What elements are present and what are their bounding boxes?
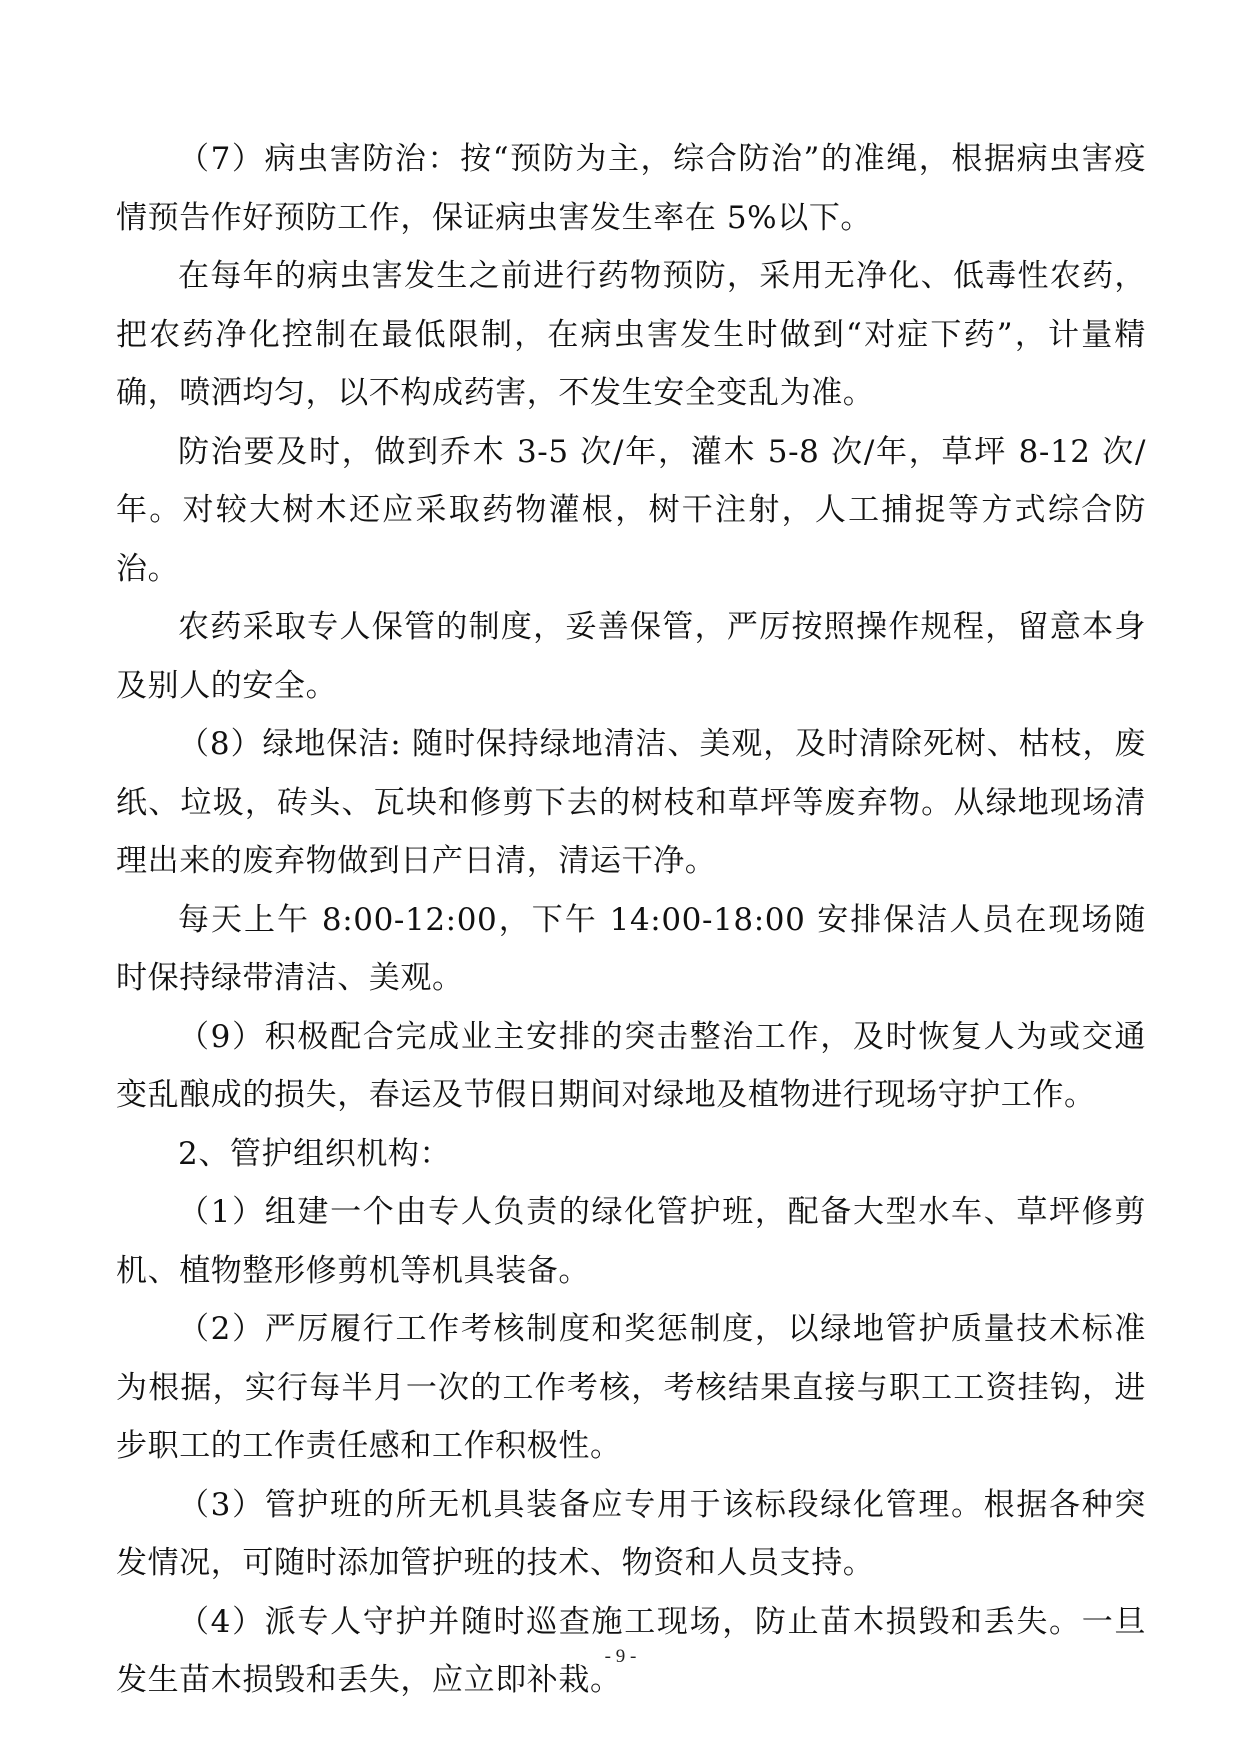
document-body [116, 130, 1146, 1710]
page-number: - 9 - [604, 1646, 637, 1667]
paragraph-maintenance-team: （1）组建一个由专人负责的绿化管护班，配备大型水车、草坪修剪机、植物整形修剪机等机具装备。 [116, 1194, 1146, 1289]
paragraph-control-frequency: 防治要及时，做到乔木 3-5 次/年，灌木 5-8 次/年，草坪 8-12 次/年。对较大树木还应采取药物灌根，树干注射，人工捕捉等方式综合防治。 [116, 433, 1146, 587]
paragraph-pest-control: （7）病虫害防治：按“预防为主，综合防治”的准绳，根据病虫害疫情预告作好预防工作，保证病虫害发生率在 5%以下。 [116, 141, 1146, 236]
paragraph-green-cleaning: （8）绿地保洁: 随时保持绿地清洁、美观，及时清除死树、枯枝，废纸、垃圾，砖头、瓦块和修剪下去的树枝和草坪等废弃物。从绿地现场清理出来的废弃物做到日产日清，清运干净。 [116, 726, 1146, 879]
section-heading-organization: 2、管护组织机构： [178, 1135, 452, 1172]
paragraph-assessment-system: （2）严厉履行工作考核制度和奖惩制度，以绿地管护质量技术标准为根据，实行每半月一次的工作考核，考核结果直接与职工工资挂钩，进步职工的工作责任感和工作积极性。 [116, 1311, 1146, 1464]
paragraph-equipment-use: （3）管护班的所无机具装备应专用于该标段绿化管理。根据各种突发情况，可随时添加管护班的技术、物资和人员支持。 [116, 1486, 1146, 1581]
paragraph-special-tasks: （9）积极配合完成业主安排的突击整治工作，及时恢复人为或交通变乱酿成的损失，春运及节假日期间对绿地及植物进行现场守护工作。 [116, 1018, 1146, 1113]
paragraph-pesticide-storage: 农药采取专人保管的制度，妥善保管，严厉按照操作规程，留意本身及别人的安全。 [116, 609, 1146, 704]
paragraph-cleaning-schedule: 每天上午 8:00-12:00，下午 14:00-18:00 安排保洁人员在现场随时保持绿带清洁、美观。 [116, 901, 1146, 996]
paragraph-site-patrol: （4）派专人守护并随时巡查施工现场，防止苗木损毁和丢失。一旦发生苗木损毁和丢失，应立即补栽。 [116, 1603, 1146, 1698]
paragraph-drug-prevention: 在每年的病虫害发生之前进行药物预防，采用无净化、低毒性农药，把农药净化控制在最低限制，在病虫害发生时做到“对症下药”，计量精确，喷洒均匀，以不构成药害，不发生安全变乱为准。 [116, 258, 1146, 411]
